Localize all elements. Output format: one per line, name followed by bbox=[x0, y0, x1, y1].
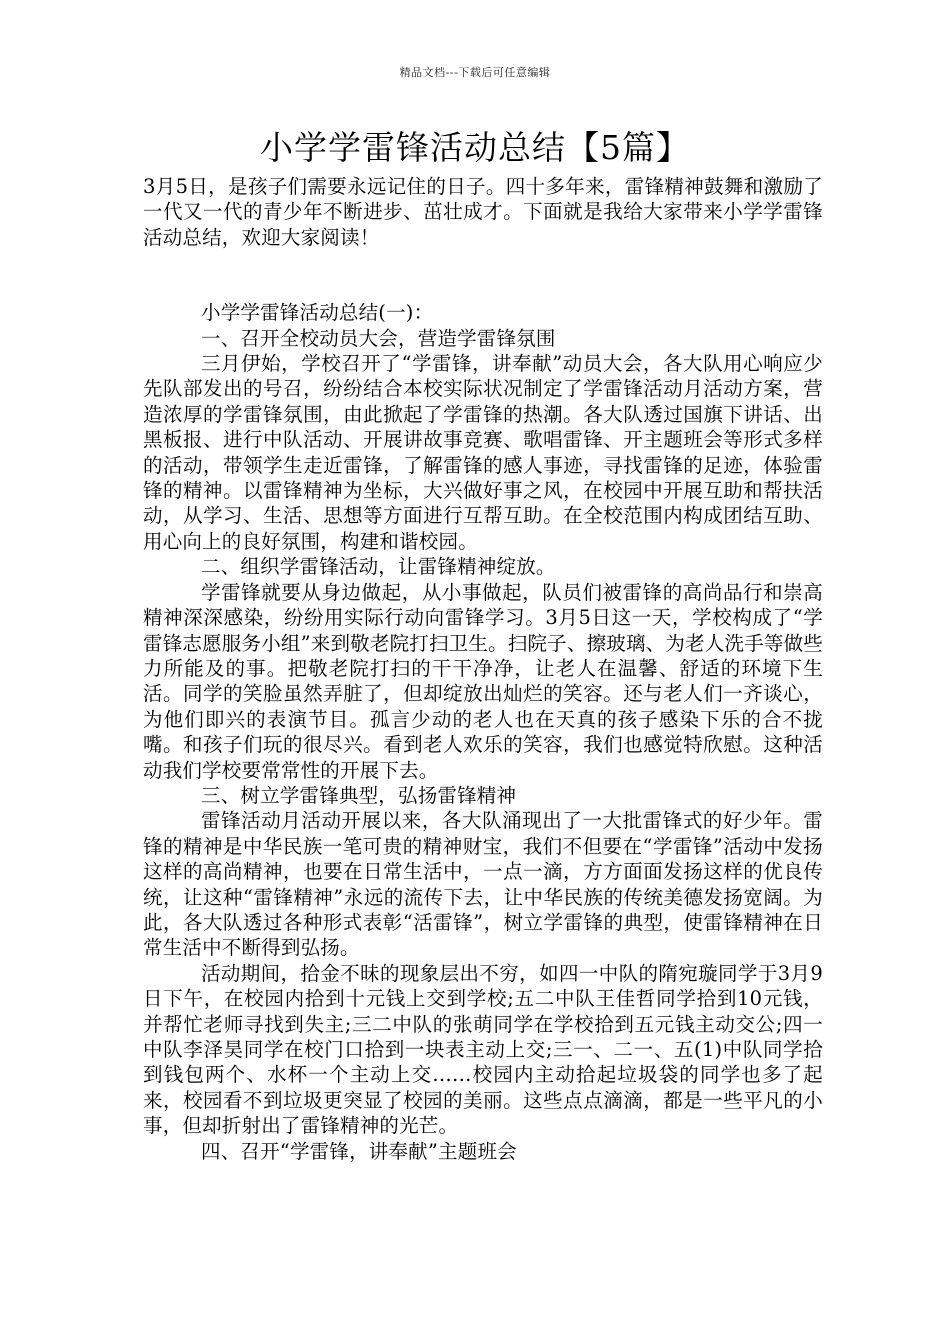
section-heading-part-one: 小学学雷锋活动总结(一)： bbox=[201, 301, 434, 325]
body-paragraph: 三月伊始，学校召开了“学雷锋，讲奉献”动员大会，各大队用心响应少先队部发出的号召，纷纷结合本校实际状况制定了学雷锋活动月活动方案，营造浓厚的学雷锋氛围，由此掀起了学雷锋的热潮。各大队透过国旗下讲话、出黑板报、进行中队活动、开展讲故事竞赛、歌唱雷锋、开主题班会等形式多样的活动，带领学生走近雷锋，了解雷锋的感人事迹，寻找雷锋的足迹，体验雷锋的精神。以雷锋精神为坐标，大兴做好事之风，在校园中开展互助和帮扶活动，从学习、生活、思想等方面进行互帮互助。在全校范围内构成团结互助、用心向上的良好氛围，构建和谐校园。 bbox=[143, 352, 823, 553]
section-heading-4: 四、召开“学雷锋，讲奉献”主题班会 bbox=[201, 1139, 517, 1163]
document-title: 小学学雷锋活动总结【5篇】 bbox=[260, 128, 690, 167]
page-header-note: 精品文档---下载后可任意编辑 bbox=[399, 66, 551, 79]
intro-paragraph: 3月5日，是孩子们需要永远记住的日子。四十多年来，雷锋精神鼓舞和激励了一代又一代的青少年不断进步、茁壮成才。下面就是我给大家带来小学学雷锋活动总结，欢迎大家阅读！ bbox=[143, 175, 823, 249]
section-heading-2: 二、组织学雷锋活动，让雷锋精神绽放。 bbox=[201, 555, 556, 579]
paragraph-gap bbox=[143, 250, 823, 300]
body-paragraph: 雷锋活动月活动开展以来，各大队涌现出了一大批雷锋式的好少年。雷锋的精神是中华民族一笔可贵的精神财宝，我们不但要在“学雷锋”活动中发扬这样的高尚精神，也要在日常生活中，一点一滴，方方面面发扬这样的优良传统，让这种“雷锋精神”永远的流传下去，让中华民族的传统美德发扬宽阔。为此，各大队透过各种形式表彰“活雷锋”，树立学雷锋的典型，使雷锋精神在日常生活中不断得到弘扬。 bbox=[143, 809, 823, 960]
body-paragraph: 活动期间，拾金不昧的现象层出不穷，如四一中队的隋宛璇同学于3月9日下午，在校园内拾到十元钱上交到学校;五二中队王佳哲同学拾到10元钱，并帮忙老师寻找到失主;三二中队的张萌同学在学校拾到五元钱主动交公;四一中队李泽昊同学在校门口拾到一块表主动上交;三一、二一、五(1)中队同学拾到钱包两个、水杯一个主动上交……校园内主动拾起垃圾袋的同学也多了起来，校园看不到垃圾更突显了校园的美丽。这些点点滴滴，都是一些平凡的小事，但却折射出了雷锋精神的光芒。 bbox=[143, 961, 823, 1138]
section-heading-1: 一、召开全校动员大会，营造学雷锋氛围 bbox=[201, 326, 556, 350]
body-paragraph: 学雷锋就要从身边做起，从小事做起，队员们被雷锋的高尚品行和崇高精神深深感染，纷纷用实际行动向雷锋学习。3月5日这一天，学校构成了“学雷锋志愿服务小组”来到敬老院打扫卫生。扫院子、擦玻璃、为老人洗手等做些力所能及的事。把敬老院打扫的干干净净，让老人在温馨、舒适的环境下生活。同学的笑脸虽然弄脏了，但却绽放出灿烂的笑容。还与老人们一齐谈心，为他们即兴的表演节目。孤言少动的老人也在天真的孩子感染下乐的合不拢嘴。和孩子们玩的很尽兴。看到老人欢乐的笑容，我们也感觉特欣慰。这种活动我们学校要常常性的开展下去。 bbox=[143, 580, 823, 782]
document-body bbox=[143, 174, 823, 1164]
section-heading-3: 三、树立学雷锋典型，弘扬雷锋精神 bbox=[201, 783, 517, 807]
